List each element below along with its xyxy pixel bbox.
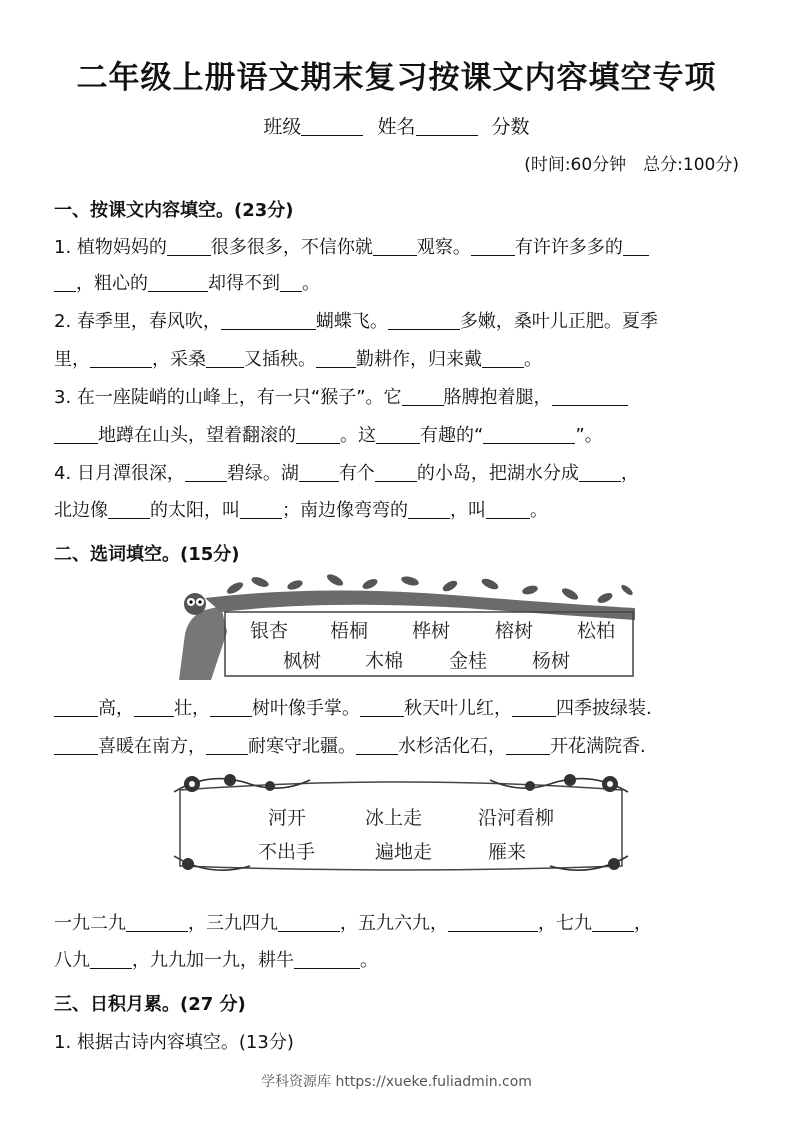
- tree-word-kapok: 木棉: [365, 650, 404, 672]
- text: 。这: [340, 425, 376, 446]
- blank[interactable]: [552, 387, 628, 406]
- s2-line1: [54, 694, 744, 720]
- blank[interactable]: [506, 736, 550, 755]
- frame-word-geese-come: 雁来: [488, 841, 527, 863]
- blank[interactable]: [296, 425, 340, 444]
- footer-watermark: 学科资源库 https://xueke.fuliadmin.com: [261, 1074, 532, 1090]
- text: ，采桑: [152, 349, 206, 370]
- blank[interactable]: [356, 736, 398, 755]
- blank[interactable]: [579, 463, 621, 482]
- tree-word-banyan: 榕树: [495, 620, 534, 642]
- text: ，粗心的: [76, 273, 148, 294]
- s1-line1: [54, 233, 744, 259]
- blank[interactable]: [90, 349, 152, 368]
- section3-heading: 三、日积月累。(27 分): [54, 994, 246, 1015]
- class-blank[interactable]: [301, 117, 363, 136]
- text: ，五九六九，: [340, 913, 448, 934]
- name-label: 姓名: [377, 116, 416, 138]
- blank[interactable]: [512, 698, 556, 717]
- text: 。: [360, 950, 378, 971]
- blank[interactable]: [482, 349, 524, 368]
- text: ，: [620, 463, 639, 484]
- text: 有许许多多的: [514, 237, 623, 258]
- s1-line5: [54, 383, 744, 409]
- s2-line4: [54, 946, 744, 972]
- text: 喜暖在南方，: [98, 736, 206, 757]
- section1-heading: 一、按课文内容填空。(23分): [54, 200, 294, 221]
- blank[interactable]: [388, 311, 460, 330]
- blank[interactable]: [167, 237, 211, 256]
- blank[interactable]: [448, 913, 538, 932]
- score-label: 分数: [491, 116, 530, 138]
- blank[interactable]: [623, 237, 649, 256]
- blank[interactable]: [108, 500, 150, 519]
- blank[interactable]: [221, 311, 316, 330]
- text: 耐寒守北疆。: [248, 736, 356, 757]
- s1-line4: [54, 345, 744, 371]
- text: 水杉活化石，: [398, 736, 506, 757]
- text: 。: [530, 500, 548, 521]
- text: ，三九四九: [188, 913, 278, 934]
- tree-word-ginkgo: 银杏: [250, 620, 289, 642]
- blank[interactable]: [280, 273, 302, 292]
- s1-line7: [54, 459, 744, 485]
- text: 有个: [338, 463, 375, 484]
- page-title: 二年级上册语文期末复习按课文内容填空专项: [76, 60, 717, 96]
- text: 秋天叶儿红，: [404, 698, 512, 719]
- text: 观察。: [416, 237, 471, 258]
- s1-line6: [54, 421, 744, 447]
- text: ”。: [575, 425, 603, 446]
- tree-word-pine: 松柏: [577, 620, 616, 642]
- frame-word-river-open: 河开: [268, 807, 307, 829]
- blank[interactable]: [592, 913, 634, 932]
- text: 勤耕作，归来戴: [356, 349, 482, 370]
- blank[interactable]: [278, 913, 340, 932]
- text: 1. 植物妈妈的: [54, 237, 167, 258]
- blank[interactable]: [54, 273, 76, 292]
- blank[interactable]: [148, 273, 208, 292]
- text: 壮，: [174, 698, 210, 719]
- s2-line3: [54, 909, 744, 935]
- student-info-line: [0, 112, 793, 139]
- text: 又插秧。: [244, 349, 316, 370]
- s1-line3: [54, 307, 744, 333]
- text: 4. 日月潭很深，: [54, 463, 185, 484]
- text: 地蹲在山头，望着翻滚的: [98, 425, 296, 446]
- frame-word-see-willows: 沿河看柳: [478, 807, 555, 829]
- tree-word-poplar: 杨树: [532, 650, 571, 672]
- text: 很多很多，不信你就: [210, 237, 373, 258]
- frame-word-hands-in: 不出手: [258, 841, 316, 863]
- tree-word-box: [165, 572, 640, 680]
- blank[interactable]: [54, 698, 98, 717]
- blank[interactable]: [316, 349, 356, 368]
- blank[interactable]: [240, 500, 282, 519]
- blank[interactable]: [210, 698, 252, 717]
- text: 的小岛，把湖水分成: [416, 463, 579, 484]
- proverb-word-frame: [170, 770, 632, 878]
- s1-line8: [54, 496, 744, 522]
- blank[interactable]: [483, 425, 575, 444]
- name-blank[interactable]: [416, 117, 478, 136]
- text: 胳膊抱着腿，: [443, 387, 552, 408]
- text: 树叶像手掌。: [252, 698, 360, 719]
- s3-question1: 1. 根据古诗内容填空。(13分): [54, 1032, 294, 1053]
- blank[interactable]: [206, 736, 248, 755]
- blank[interactable]: [185, 463, 227, 482]
- text: 的太阳，叫: [150, 500, 240, 521]
- text: 2. 春季里，春风吹，: [54, 311, 221, 332]
- text: ，叫: [450, 500, 486, 521]
- text: ，: [634, 913, 652, 934]
- blank[interactable]: [360, 698, 404, 717]
- section2-heading: 二、选词填空。(15分): [54, 544, 240, 565]
- blank[interactable]: [54, 736, 98, 755]
- blank[interactable]: [126, 913, 188, 932]
- text: 北边像: [54, 500, 108, 521]
- tree-word-wutong: 梧桐: [330, 620, 369, 642]
- class-label: 班级: [263, 116, 302, 138]
- tree-word-osmanthus: 金桂: [449, 650, 488, 672]
- blank[interactable]: [402, 387, 444, 406]
- text: 高，: [98, 698, 134, 719]
- blank[interactable]: [90, 950, 132, 969]
- blank[interactable]: [376, 425, 420, 444]
- blank[interactable]: [206, 349, 244, 368]
- text: ；南边像弯弯的: [282, 500, 408, 521]
- text: 多嫩，桑叶儿正肥。夏季: [459, 311, 658, 332]
- blank[interactable]: [134, 698, 174, 717]
- blank[interactable]: [486, 500, 530, 519]
- frame-word-walk-everywhere: 遍地走: [375, 841, 433, 863]
- blank[interactable]: [294, 950, 360, 969]
- frame-word-walk-on-ice: 冰上走: [365, 807, 423, 829]
- text: 。: [524, 349, 542, 370]
- tree-word-maple: 枫树: [283, 650, 322, 672]
- time-info: (时间:60分钟 总分:100分): [524, 155, 739, 175]
- s1-line2: [54, 269, 744, 295]
- text: 3. 在一座陡峭的山峰上，有一只“猴子”。它: [54, 387, 402, 408]
- text: 里，: [54, 349, 90, 370]
- blank[interactable]: [375, 463, 417, 482]
- text: 有趣的“: [420, 425, 484, 446]
- text: 。: [302, 273, 320, 294]
- text: ，九九加一九，耕牛: [132, 950, 294, 971]
- text: 蝴蝶飞。: [315, 311, 388, 332]
- s2-line2: [54, 732, 744, 758]
- blank[interactable]: [471, 237, 515, 256]
- text: 却得不到: [208, 273, 280, 294]
- text: 八九: [54, 950, 90, 971]
- text: 开花满院香.: [550, 736, 646, 757]
- text: 四季披绿装.: [556, 698, 652, 719]
- text: 一九二九: [54, 913, 126, 934]
- tree-word-birch: 桦树: [412, 620, 451, 642]
- blank[interactable]: [373, 237, 417, 256]
- blank[interactable]: [54, 425, 98, 444]
- text: ，七九: [538, 913, 592, 934]
- blank[interactable]: [299, 463, 339, 482]
- text: 碧绿。湖: [226, 463, 299, 484]
- blank[interactable]: [408, 500, 450, 519]
